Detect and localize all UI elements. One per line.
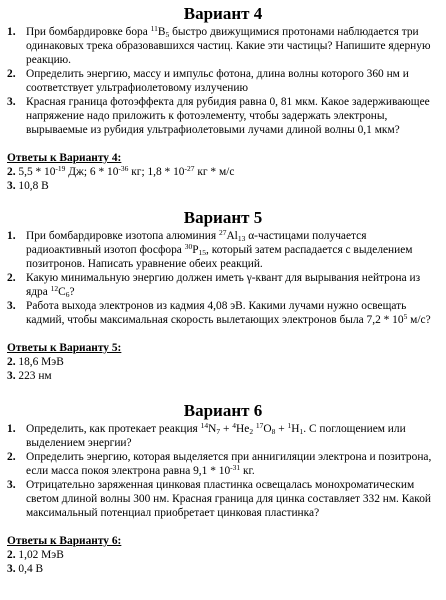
task-item <box>0 25 446 67</box>
task-text: ? <box>69 286 75 298</box>
answer-line <box>7 369 446 383</box>
answer-line <box>7 165 446 179</box>
answer-text: 223 нм <box>15 370 52 382</box>
exponent: -19 <box>55 164 66 173</box>
task-text: Отрицательно заряженная цинковая пластинка освещалась монохроматическим светом длиной волны 300 нм. Красная граница для цинка составляет 332 нм. Какой максимальный потенциал приобретает цинковая пластинка? <box>26 479 432 519</box>
task-text: Красная граница фотоэффекта для рубидия равна 0, 81 мкм. Какое задерживающее напряжение надо приложить к фотоэлементу, чтобы задержать электроны, вырываемые из рубидия ультрафиолетовыми лучами длиной волны 0,1 мкм? <box>26 96 430 136</box>
exponent: 5 <box>403 312 408 321</box>
answer-text: 1,02 МэВ <box>15 549 64 561</box>
element-symbol: B <box>157 26 166 38</box>
task-list <box>0 25 446 137</box>
task-text: быстро движущимися протонами наблюдается три одинаковых трека образовавшихся частиц. Какие эти частицы? Напишите ядерную реакцию. <box>26 26 431 66</box>
answer-line <box>7 355 446 369</box>
mass-number: 27 <box>218 228 227 237</box>
answer-number: 3. <box>7 370 16 382</box>
task-item <box>0 422 446 450</box>
task-item <box>0 478 446 520</box>
variant-title: Вариант 6 <box>183 401 263 420</box>
answer-text: кг * м/с <box>194 166 235 178</box>
element-symbol: O <box>263 423 272 435</box>
task-number: 1. <box>7 26 16 38</box>
task-number: 3. <box>7 300 16 312</box>
element-symbol: Al <box>226 230 238 242</box>
task-number: 3. <box>7 96 16 108</box>
task-text: . С поглощением или выделением энергии? <box>26 423 406 449</box>
variant-4 <box>0 4 446 193</box>
variant-6 <box>0 401 446 576</box>
answer-line <box>7 562 446 576</box>
element-symbol: H <box>291 423 300 435</box>
task-item <box>0 67 446 95</box>
task-text: α-частицами получается радиоактивный изотоп фосфора <box>26 230 367 256</box>
task-text: + <box>220 423 233 435</box>
task-number: 1. <box>7 423 16 435</box>
answer-text: 18,6 МэВ <box>15 356 64 368</box>
task-text: При бомбардировке бора <box>26 26 151 38</box>
mass-number: 12 <box>50 284 59 293</box>
answer-line <box>7 548 446 562</box>
atomic-number: 15 <box>198 248 207 257</box>
task-item <box>0 450 446 478</box>
task-item <box>0 271 446 299</box>
task-text: Определить, как протекает реакция <box>26 423 201 435</box>
exponent: -27 <box>184 164 195 173</box>
answer-number: 2. <box>7 356 16 368</box>
atomic-number: 2 <box>249 427 254 436</box>
task-text: При бомбардировке изотопа алюминия <box>26 230 219 242</box>
answer-text: кг; 1,8 * 10 <box>128 166 185 178</box>
task-list <box>0 422 446 520</box>
atomic-number: 6 <box>65 290 70 299</box>
task-number: 3. <box>7 479 16 491</box>
exponent: -36 <box>118 164 129 173</box>
variant-title: Вариант 5 <box>183 208 263 227</box>
task-item <box>0 229 446 271</box>
task-number: 1. <box>7 230 16 242</box>
answer-number: 2. <box>7 549 16 561</box>
element-symbol: C <box>58 286 66 298</box>
mass-number: 1 <box>287 421 292 430</box>
task-number: 2. <box>7 68 16 80</box>
exponent: -31 <box>230 463 241 472</box>
task-text: м/с? <box>407 314 431 326</box>
mass-number: 17 <box>255 421 264 430</box>
answer-line <box>7 179 446 193</box>
answers-heading: Ответы к Варианту 5: <box>7 342 122 354</box>
atomic-number: 8 <box>271 427 276 436</box>
task-text: , который затем распадается с выделением позитронов. Написать уравнение обеих реакций. <box>26 244 413 270</box>
task-number: 2. <box>7 451 16 463</box>
task-item <box>0 95 446 137</box>
answer-text: 10,8 В <box>15 180 49 192</box>
task-text: Какую минимальную энергию должен иметь γ-квант для вырывания нейтрона из ядра <box>26 272 421 298</box>
atomic-number: 1 <box>299 427 304 436</box>
task-text: Определить энергию, которая выделяется при аннигиляции электрона и позитрона, если масса покоя электрона равна 9,1 * 10 <box>26 451 432 477</box>
task-item <box>0 299 446 327</box>
mass-number: 14 <box>200 421 209 430</box>
answer-text: 0,4 В <box>15 563 44 575</box>
atomic-number: 5 <box>165 30 170 39</box>
variant-5 <box>0 208 446 383</box>
task-number: 2. <box>7 272 16 284</box>
task-text: кг. <box>240 465 255 477</box>
answer-number: 3. <box>7 180 16 192</box>
element-symbol: He <box>236 423 250 435</box>
task-text: Работа выхода электронов из кадмия 4,08 эВ. Какими лучами нужно освещать кадмий, чтобы максимальная скорость вылетающих электронов была 7,2 * 10 <box>26 300 407 326</box>
answers-heading: Ответы к Варианту 4: <box>7 152 122 164</box>
mass-number: 30 <box>184 242 193 251</box>
variant-title: Вариант 4 <box>183 4 263 23</box>
task-text: + <box>275 423 288 435</box>
mass-number: 4 <box>232 421 237 430</box>
task-list <box>0 229 446 327</box>
element-symbol: N <box>208 423 217 435</box>
answer-text: 5,5 * 10 <box>15 166 56 178</box>
answer-text: Дж; 6 * 10 <box>65 166 119 178</box>
task-text: Определить энергию, массу и импульс фотона, длина волны которого 360 нм и соответствует ультрафиолетовому излучению <box>26 68 409 94</box>
atomic-number: 7 <box>216 427 221 436</box>
answers-heading: Ответы к Варианту 6: <box>7 535 122 547</box>
element-symbol: P <box>192 244 199 256</box>
mass-number: 11 <box>150 24 158 33</box>
atomic-number: 13 <box>237 234 246 243</box>
answer-number: 3. <box>7 563 16 575</box>
answer-number: 2. <box>7 166 16 178</box>
